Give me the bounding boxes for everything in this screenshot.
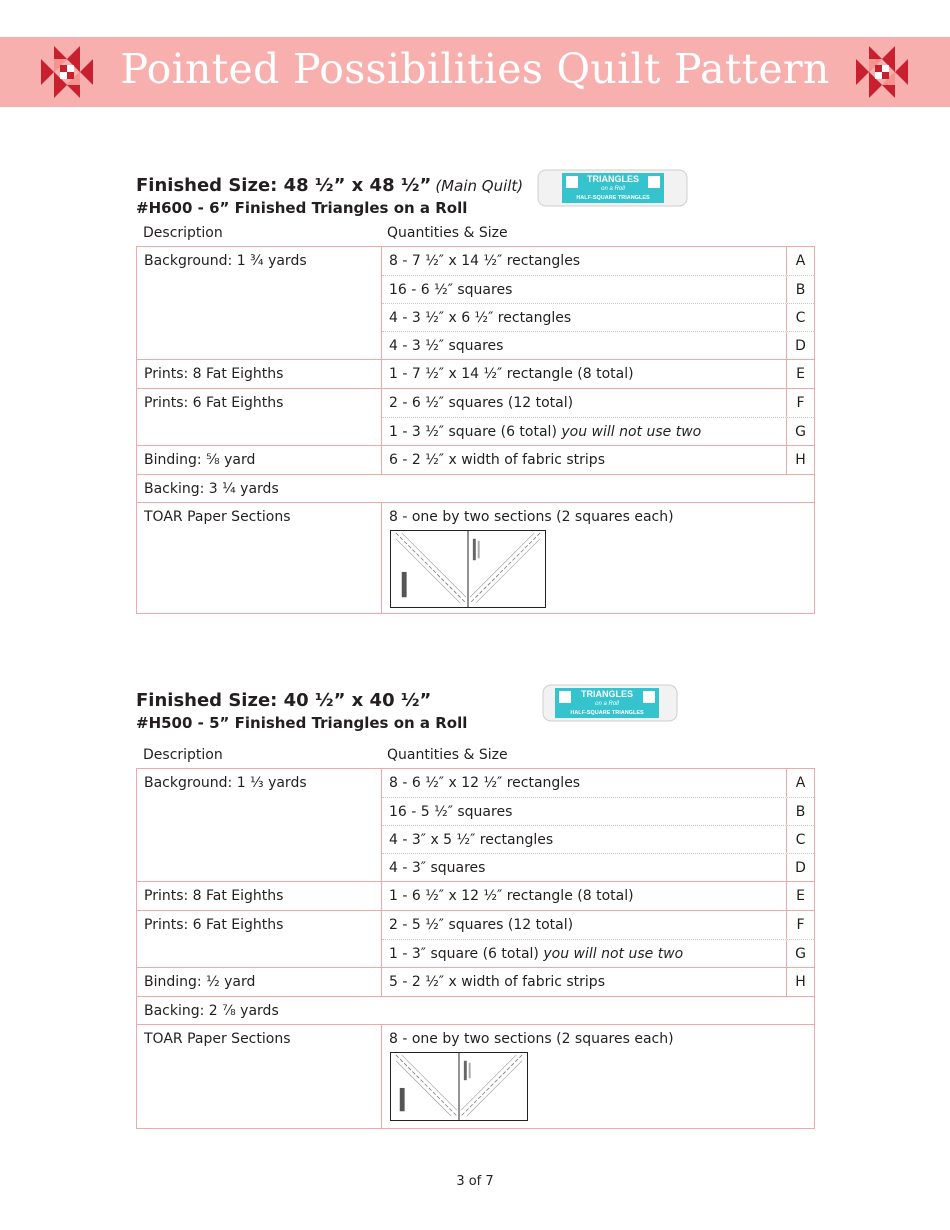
table-row (137, 910, 814, 967)
row-description: Prints: 8 Fat Eighths (137, 360, 382, 388)
cut-letter: H (786, 446, 814, 474)
cut-letter: C (786, 826, 814, 853)
cut-text: 8 - 7 ½″ x 14 ½″ rectangles (389, 253, 581, 269)
cut-letter: G (786, 418, 814, 445)
toar-paper-diagram (390, 530, 546, 608)
cut-item (382, 939, 814, 967)
row-description: Prints: 8 Fat Eighths (137, 882, 382, 910)
cut-item (382, 360, 814, 388)
cut-letter: A (786, 769, 814, 797)
table-row (137, 474, 814, 502)
cut-item (382, 446, 814, 474)
cut-item (382, 247, 814, 275)
table-row (137, 1024, 814, 1128)
cut-letter: E (786, 360, 814, 388)
cut-text: 1 - 7 ½″ x 14 ½″ rectangle (8 total) (389, 366, 634, 382)
roll-label-type: HALF-SQUARE TRIANGLES (570, 710, 644, 716)
column-header-description: Description (143, 747, 223, 763)
cut-letter: B (786, 798, 814, 825)
cut-letter: F (786, 911, 814, 939)
section-subtitle: #H600 - 6” Finished Triangles on a Roll (136, 199, 468, 217)
cut-item (382, 389, 814, 417)
cut-letter: C (786, 304, 814, 331)
row-description: Background: 1 ¾ yards (137, 247, 382, 359)
cut-letter: F (786, 389, 814, 417)
cut-text: 8 - 6 ½″ x 12 ½″ rectangles (389, 775, 581, 791)
cut-letter: G (786, 940, 814, 967)
section-subtitle: #H500 - 5” Finished Triangles on a Roll (136, 714, 468, 732)
cut-text: 6 - 2 ½″ x width of fabric strips (389, 452, 605, 468)
cut-text-main: 1 - 3 ½″ square (6 total) (389, 424, 557, 440)
triangles-roll-image (541, 682, 679, 724)
table-row (137, 967, 814, 996)
cut-item (382, 417, 814, 445)
table-row (137, 445, 814, 474)
section-title (136, 175, 523, 196)
title-note: (Main Quilt) (435, 177, 524, 195)
table-row (137, 881, 814, 910)
cut-item (382, 911, 814, 939)
quilt-star-icon (856, 46, 908, 98)
cut-letter: A (786, 247, 814, 275)
row-description: Prints: 6 Fat Eighths (137, 389, 382, 445)
cut-text (382, 940, 786, 967)
cut-text: 4 - 3″ squares (389, 860, 486, 876)
cut-note: you will not use two (561, 424, 702, 440)
title-banner (0, 37, 950, 107)
cut-text: 2 - 6 ½″ squares (12 total) (389, 395, 574, 411)
page-number: 3 of 7 (456, 1174, 494, 1189)
cut-text: 4 - 3″ x 5 ½″ rectangles (389, 832, 554, 848)
cut-text: 16 - 6 ½″ squares (389, 282, 513, 298)
cut-text-main: 1 - 3″ square (6 total) (389, 946, 539, 962)
cut-letter: D (786, 332, 814, 359)
row-description: Background: 1 ⅓ yards (137, 769, 382, 881)
table-row (137, 388, 814, 445)
cut-text (382, 418, 786, 445)
roll-label-title: TRIANGLES (586, 174, 640, 184)
row-description: Prints: 6 Fat Eighths (137, 911, 382, 967)
toar-paper-diagram (390, 1052, 528, 1121)
cut-letter: B (786, 276, 814, 303)
cut-item (382, 825, 814, 853)
toar-text: 8 - one by two sections (2 squares each) (389, 509, 674, 525)
toar-text: 8 - one by two sections (2 squares each) (389, 1031, 674, 1047)
roll-label-subtitle: on a Roll (601, 186, 625, 192)
row-description: TOAR Paper Sections (137, 1025, 382, 1128)
table-row (137, 359, 814, 388)
table-row (137, 996, 814, 1024)
cutting-table (136, 768, 815, 1129)
row-description: Binding: ⅝ yard (137, 446, 382, 474)
finished-size: Finished Size: 48 ½” x 48 ½” (136, 175, 432, 196)
column-header-quantities: Quantities & Size (387, 225, 508, 241)
cut-text: 4 - 3 ½″ squares (389, 338, 504, 354)
cut-item (382, 882, 814, 910)
cut-text: 1 - 6 ½″ x 12 ½″ rectangle (8 total) (389, 888, 634, 904)
cut-letter: D (786, 854, 814, 881)
table-row (137, 769, 814, 881)
table-row (137, 247, 814, 359)
section-title (136, 690, 431, 711)
cut-text: 5 - 2 ½″ x width of fabric strips (389, 974, 605, 990)
column-header-quantities: Quantities & Size (387, 747, 508, 763)
row-description: TOAR Paper Sections (137, 503, 382, 613)
row-description: Binding: ½ yard (137, 968, 382, 996)
triangles-roll-image (536, 167, 689, 209)
cut-text: 4 - 3 ½″ x 6 ½″ rectangles (389, 310, 572, 326)
cut-text: 2 - 5 ½″ squares (12 total) (389, 917, 574, 933)
roll-label-subtitle: on a Roll (595, 701, 619, 707)
cut-letter: H (786, 968, 814, 996)
roll-label-type: HALF-SQUARE TRIANGLES (576, 195, 650, 201)
roll-label-title: TRIANGLES (580, 689, 634, 699)
cutting-table (136, 246, 815, 614)
cut-item (382, 968, 814, 996)
backing-description: Backing: 3 ¼ yards (144, 481, 279, 497)
cut-item (382, 331, 814, 359)
finished-size: Finished Size: 40 ½” x 40 ½” (136, 690, 432, 711)
backing-description: Backing: 2 ⅞ yards (144, 1003, 279, 1019)
cut-item (382, 797, 814, 825)
cut-item (382, 303, 814, 331)
cut-note: you will not use two (543, 946, 684, 962)
cut-letter: E (786, 882, 814, 910)
table-row (137, 502, 814, 613)
cut-text: 16 - 5 ½″ squares (389, 804, 513, 820)
cut-item (382, 769, 814, 797)
cut-item (382, 853, 814, 881)
cut-item (382, 275, 814, 303)
column-header-description: Description (143, 225, 223, 241)
page-title: Pointed Possibilities Quilt Pattern (120, 45, 830, 93)
